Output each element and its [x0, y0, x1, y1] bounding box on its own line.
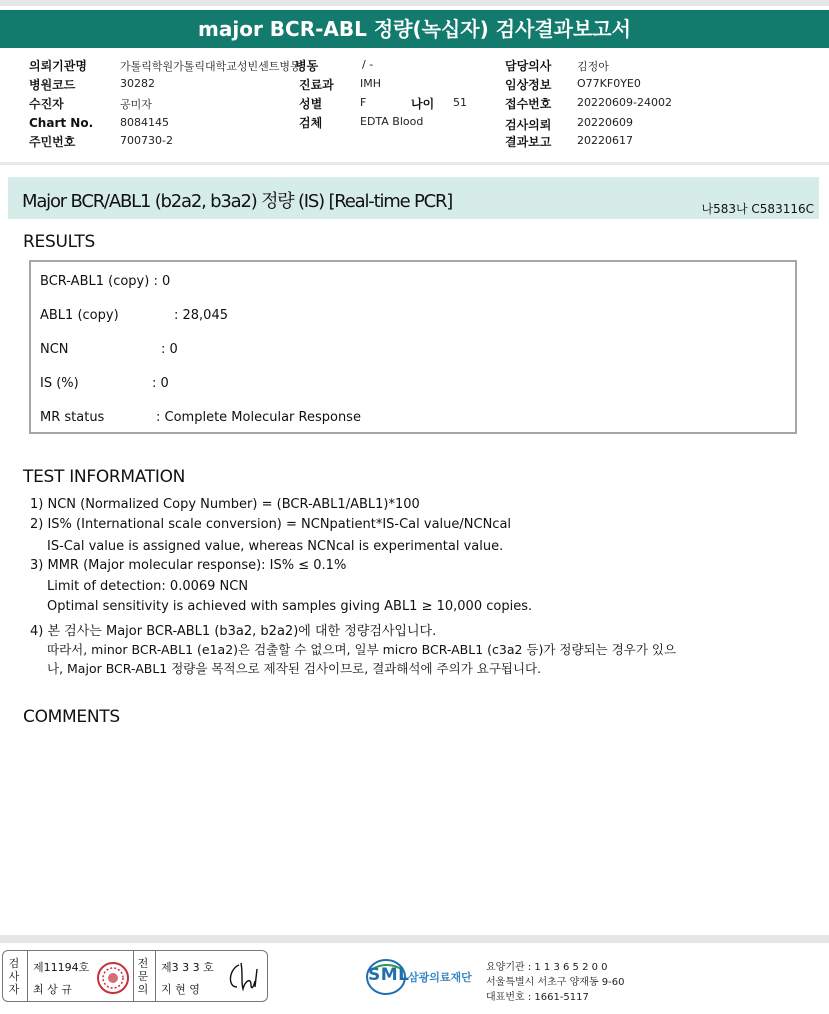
signature-box	[2, 950, 268, 1002]
specialist-label: 전문의	[137, 957, 149, 996]
test-info-heading: TEST INFORMATION	[23, 467, 186, 487]
sex-label: 성별	[299, 97, 323, 111]
result-row	[40, 376, 169, 391]
info-line: 3) MMR (Major molecular response): IS% ≤ 0.1%	[30, 558, 347, 573]
age-label: 나이	[411, 97, 435, 111]
specimen-label: 검체	[299, 116, 323, 130]
patient-value: 공미자	[120, 98, 152, 111]
dept-label: 진료과	[299, 78, 334, 92]
doctor-label: 담당의사	[505, 59, 552, 73]
result-value: 0	[161, 274, 171, 289]
examiner-name: 최 상 규	[33, 983, 72, 996]
report-date-value: 20220617	[577, 134, 633, 147]
result-row	[40, 274, 170, 289]
result-row	[40, 342, 178, 357]
examiner-label: 검사자	[8, 957, 20, 996]
care-institution-number: 요양기관 : 1 1 3 6 5 2 0 0	[486, 962, 608, 973]
age-value: 51	[453, 96, 467, 109]
institution-label: 의뢰기관명	[29, 59, 87, 73]
receipt-label: 접수번호	[505, 97, 552, 111]
institution-value: 가톨릭학원가톨릭대학교성빈센트병동	[120, 60, 301, 73]
info-line: 2) IS% (International scale conversion) = NCNpatient*IS-Cal value/NCNcal	[30, 517, 512, 532]
result-label: ABL1 (copy)	[40, 308, 119, 323]
rrn-label: 주민번호	[29, 135, 76, 149]
specialist-number: 제3 3 3 호	[161, 961, 214, 974]
chart-label: Chart No.	[29, 116, 94, 130]
report-date-label: 결과보고	[505, 135, 552, 149]
result-row	[40, 308, 228, 323]
comments-heading: COMMENTS	[23, 707, 120, 727]
result-label: MR status	[40, 410, 105, 425]
result-value: : Complete Molecular Response	[156, 410, 361, 425]
info-line: 따라서, minor BCR-ABL1 (e1a2)은 검출할 수 없으며, 일부 micro BCR-ABL1 (c3a2 등)가 정량되는 경우가 있으	[47, 642, 677, 657]
receipt-value: 20220609-24002	[577, 96, 672, 109]
info-line: Limit of detection: 0.0069 NCN	[47, 579, 249, 594]
test-code: 나583나 C583116C	[701, 202, 814, 216]
signature-icon	[225, 959, 263, 999]
result-value: : 28,045	[174, 308, 228, 323]
rrn-value: 700730-2	[120, 134, 173, 147]
top-strip	[0, 0, 829, 6]
test-name-bar	[8, 177, 819, 219]
dept-value: IMH	[360, 77, 382, 90]
chart-value: 8084145	[120, 116, 169, 129]
info-line: Optimal sensitivity is achieved with samples giving ABL1 ≥ 10,000 copies.	[47, 599, 533, 614]
ward-value: / -	[362, 58, 374, 71]
ward-label: 병동	[295, 59, 319, 73]
logo-text: SML	[368, 965, 410, 985]
test-name: Major BCR/ABL1 (b2a2, b3a2) 정량 (IS) [Real-time PCR]	[22, 191, 453, 212]
address: 서울특별시 서초구 양재동 9-60	[486, 977, 625, 988]
result-row	[40, 410, 361, 425]
clinical-label: 임상정보	[505, 78, 552, 92]
result-value: : 0	[152, 376, 169, 391]
phone-number: 대표번호 : 1661-5117	[486, 992, 589, 1003]
clinical-value: O77KF0YE0	[577, 77, 641, 90]
request-value: 20220609	[577, 116, 633, 129]
result-value: : 0	[161, 342, 178, 357]
info-line: 1) NCN (Normalized Copy Number) = (BCR-ABL1/ABL1)*100	[30, 497, 420, 512]
specialist-name: 지 현 영	[161, 983, 200, 996]
info-line: 나, Major BCR-ABL1 정량을 목적으로 제작된 검사이므로, 결과해석에 주의가 요구됩니다.	[47, 661, 542, 676]
results-box	[29, 260, 797, 434]
sex-value: F	[360, 96, 367, 109]
hospital-code-value: 30282	[120, 77, 155, 90]
result-label: NCN	[40, 342, 69, 357]
result-label: IS (%)	[40, 376, 79, 391]
examiner-number: 제11194호	[33, 961, 90, 974]
info-line: IS-Cal value is assigned value, whereas NCNcal is experimental value.	[47, 539, 504, 554]
info-line: 4) 본 검사는 Major BCR-ABL1 (b3a2, b2a2)에 대한 정량검사입니다.	[30, 624, 437, 639]
footer-divider	[0, 935, 829, 943]
foundation-name: 삼광의료재단	[408, 971, 472, 984]
request-label: 검사의뢰	[505, 118, 552, 132]
specimen-value: EDTA Blood	[360, 115, 424, 128]
patient-label: 수진자	[29, 97, 64, 111]
report-title: major BCR-ABL 정량(녹십자) 검사결과보고서	[0, 10, 829, 48]
results-heading: RESULTS	[23, 232, 95, 252]
result-label: BCR-ABL1 (copy) :	[40, 274, 158, 289]
hospital-code-label: 병원코드	[29, 78, 76, 92]
divider	[0, 162, 829, 165]
doctor-value: 김정아	[577, 60, 609, 73]
seal-stamp-icon	[96, 961, 130, 999]
